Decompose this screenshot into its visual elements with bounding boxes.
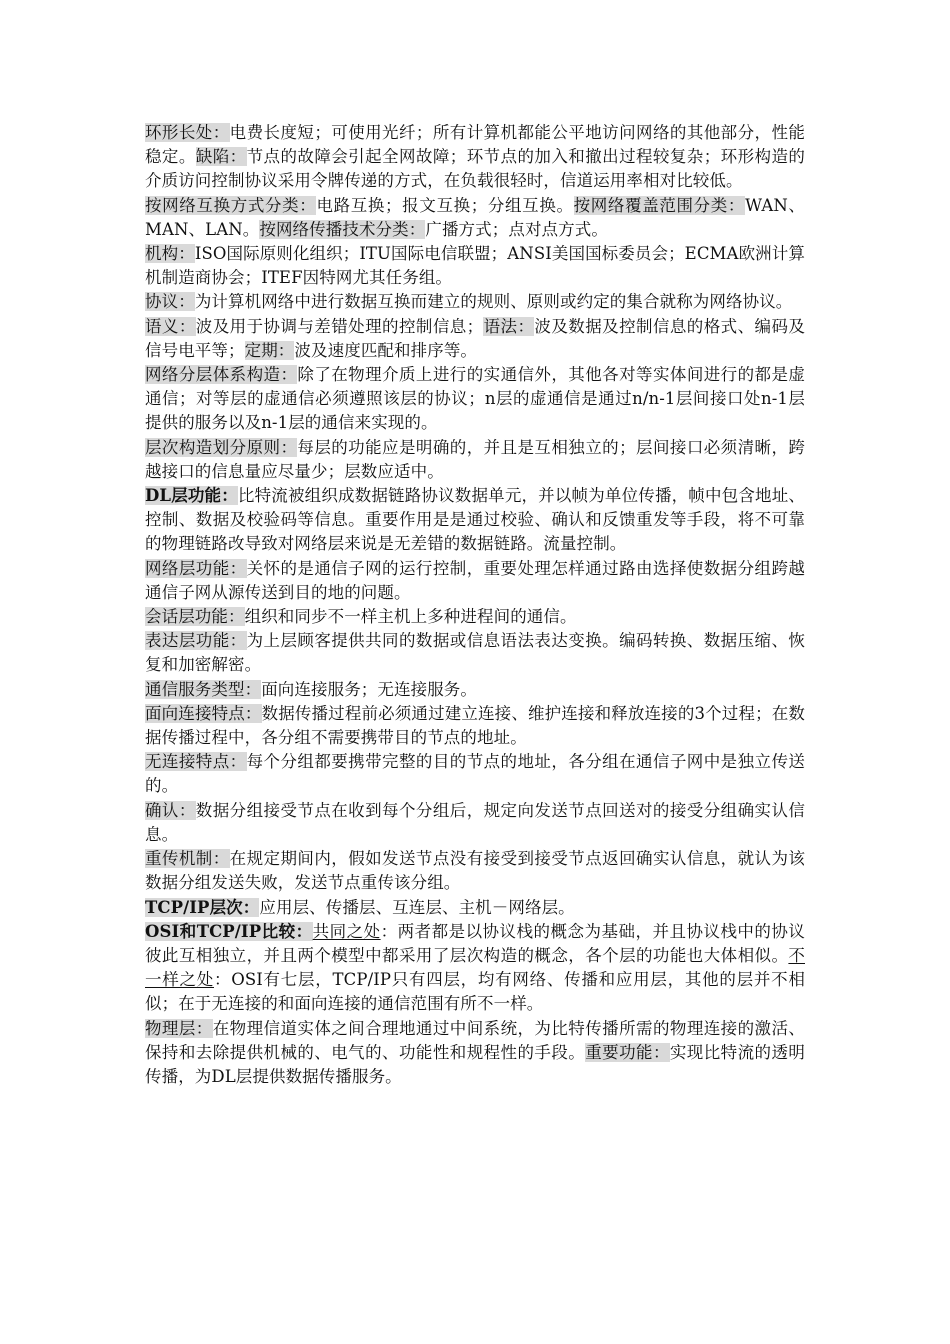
paragraph-text: 组织和同步不一样主机上多种进程间的通信。 bbox=[244, 607, 577, 627]
paragraph bbox=[145, 799, 805, 847]
term-label: 层次构造划分原则： bbox=[145, 437, 298, 457]
paragraph bbox=[145, 1017, 805, 1090]
paragraph-text: 在规定期间内，假如发送节点没有接受到接受节点返回确实认信息，就认为该数据分组发送失败，发送节点重传该分组。 bbox=[145, 849, 806, 893]
paragraph bbox=[145, 847, 805, 895]
paragraph-text: 电路互换；报文互换；分组互换。 bbox=[316, 195, 574, 215]
paragraph-text: 关怀的是通信子网的运行控制，重要处理怎样通过路由选择使数据分组跨越通信子网从源传送到目的地的问题。 bbox=[145, 558, 805, 602]
paragraph-text: ISO国际原则化组织；ITU国际电信联盟；ANSI美国国标委员会；ECMA欧洲计算机制造商协会；ITEF因特网尤其任务组。 bbox=[145, 244, 805, 288]
paragraph-text: 为上层顾客提供共同的数据或信息语法表达变换。编码转换、数据压缩、恢复和加密解密。 bbox=[145, 631, 805, 675]
paragraph-text: 除了在物理介质上进行的实通信外，其他各对等实体间进行的都是虚通信；对等层的虚通信必须遵照该层的协议；n层的虚通信是通过n/n-1层间接口处n-1层提供的服务以及n-1层的通信来实现的。 bbox=[145, 365, 806, 433]
paragraph-text: 每层的功能应是明确的，并且是互相独立的；层间接口必须清晰，跨越接口的信息量应尽量少；层数应适中。 bbox=[145, 437, 806, 481]
paragraph bbox=[145, 678, 805, 702]
term-label: 协议： bbox=[145, 292, 195, 312]
paragraph bbox=[145, 436, 805, 484]
term-label: 缺陷： bbox=[195, 147, 247, 167]
term-label: 物理层： bbox=[145, 1018, 213, 1038]
paragraph-text: WAN、MAN、LAN。 bbox=[145, 195, 806, 239]
term-label: 重传机制： bbox=[145, 849, 230, 869]
paragraph-text: 节点的故障会引起全网故障；环节点的加入和撤出过程较复杂；环形构造的介质访问控制协议采用令牌传递的方式，在负载很轻时，信道运用率相对比较低。 bbox=[145, 147, 805, 191]
paragraph bbox=[145, 363, 805, 436]
paragraph-text: 为计算机网络中进行数据互换而建立的规则、原则或约定的集合就称为网络协议。 bbox=[194, 292, 793, 312]
term-label: 网络层功能： bbox=[145, 558, 247, 578]
term-label: 通信服务类型： bbox=[145, 679, 262, 699]
paragraph-text: 广播方式；点对点方式。 bbox=[425, 219, 608, 239]
term-label: 环形长处： bbox=[145, 123, 230, 142]
paragraph bbox=[145, 629, 805, 677]
paragraph-text: ：两者都是以协议栈的概念为基础，并且协议栈中的协议彼此互相独立，并且两个模型中都采用了层次构造的概念，各个层的功能也大体相似。 bbox=[145, 921, 806, 965]
paragraph bbox=[145, 702, 805, 750]
paragraph-text: 波及用于协调与差错处理的控制信息； bbox=[195, 316, 484, 336]
paragraph bbox=[145, 194, 805, 242]
underlined-phrase: 共同之处 bbox=[312, 921, 381, 941]
term-label: TCP/IP层次： bbox=[145, 897, 260, 917]
paragraph bbox=[145, 920, 805, 1017]
term-label: 表达层功能： bbox=[145, 631, 247, 651]
paragraph bbox=[145, 242, 805, 290]
document-body bbox=[145, 121, 805, 1089]
term-label: 确认： bbox=[145, 800, 196, 820]
term-label: 会话层功能： bbox=[145, 607, 245, 627]
paragraph-text: 比特流被组织成数据链路协议数据单元，并以帧为单位传播，帧中包含地址、控制、数据及校验码等信息。重要作用是是通过校验、确认和反馈重发等手段，将不可靠的物理链路改导致对网络层来说是无差错的数据链路。流量控制。 bbox=[145, 486, 805, 554]
paragraph-text: 面向连接服务；无连接服务。 bbox=[261, 679, 478, 699]
term-label: 机构： bbox=[145, 244, 195, 264]
term-label: 面向连接特点： bbox=[145, 703, 262, 723]
paragraph bbox=[145, 315, 805, 363]
term-label: OSI和TCP/IP比较： bbox=[145, 921, 313, 941]
underlined-phrase: 不一样之处 bbox=[145, 945, 805, 990]
paragraph-text: 应用层、传播层、互连层、主机－网络层。 bbox=[259, 897, 575, 917]
term-label: 重要功能： bbox=[585, 1042, 670, 1062]
paragraph-text: 波及速度匹配和排序等。 bbox=[294, 340, 478, 360]
paragraph-text: 数据分组接受节点在收到每个分组后，规定向发送节点回送对的接受分组确实认信息。 bbox=[145, 800, 805, 844]
paragraph-text: 电费长度短；可使用光纤；所有计算机都能公平地访问网络的其他部分，性能稳定。 bbox=[145, 123, 806, 167]
paragraph-text: 数据传播过程前必须通过建立连接、维护连接和释放连接的3个过程；在数据传播过程中，各分组不需要携带目的节点的地址。 bbox=[145, 703, 805, 748]
paragraph bbox=[145, 605, 805, 629]
term-label: 语法： bbox=[483, 316, 535, 336]
paragraph bbox=[145, 557, 805, 605]
term-label: 无连接特点： bbox=[145, 752, 247, 772]
paragraph-text: 在物理信道实体之间合理地通过中间系统，为比特传播所需的物理连接的激活、保持和去除提供机械的、电气的、功能性和规程性的手段。 bbox=[145, 1018, 806, 1062]
paragraph bbox=[145, 121, 805, 194]
term-label: 按网络覆盖范围分类： bbox=[573, 195, 746, 215]
paragraph bbox=[145, 484, 805, 557]
term-label: 按网络互换方式分类： bbox=[145, 195, 317, 215]
paragraph-text: ：OSI有七层，TCP/IP只有四层，均有网络、传播和应用层，其他的层并不相似；在于无连接的和面向连接的通信范围有所不一样。 bbox=[145, 970, 805, 1014]
paragraph bbox=[145, 290, 805, 314]
term-label: 语义： bbox=[145, 316, 196, 336]
paragraph-text: 实现比特流的透明传播，为DL层提供数据传播服务。 bbox=[145, 1042, 805, 1086]
paragraph-text: 每个分组都要携带完整的目的节点的地址，各分组在通信子网中是独立传送的。 bbox=[145, 752, 805, 796]
term-label: DL层功能： bbox=[145, 486, 238, 506]
term-label: 定期： bbox=[244, 340, 295, 360]
paragraph bbox=[145, 896, 805, 920]
term-label: 网络分层体系构造： bbox=[145, 365, 298, 385]
paragraph bbox=[145, 750, 805, 798]
term-label: 按网络传播技术分类： bbox=[259, 219, 426, 239]
paragraph-text: 波及数据及控制信息的格式、编码及信号电平等； bbox=[145, 316, 805, 360]
